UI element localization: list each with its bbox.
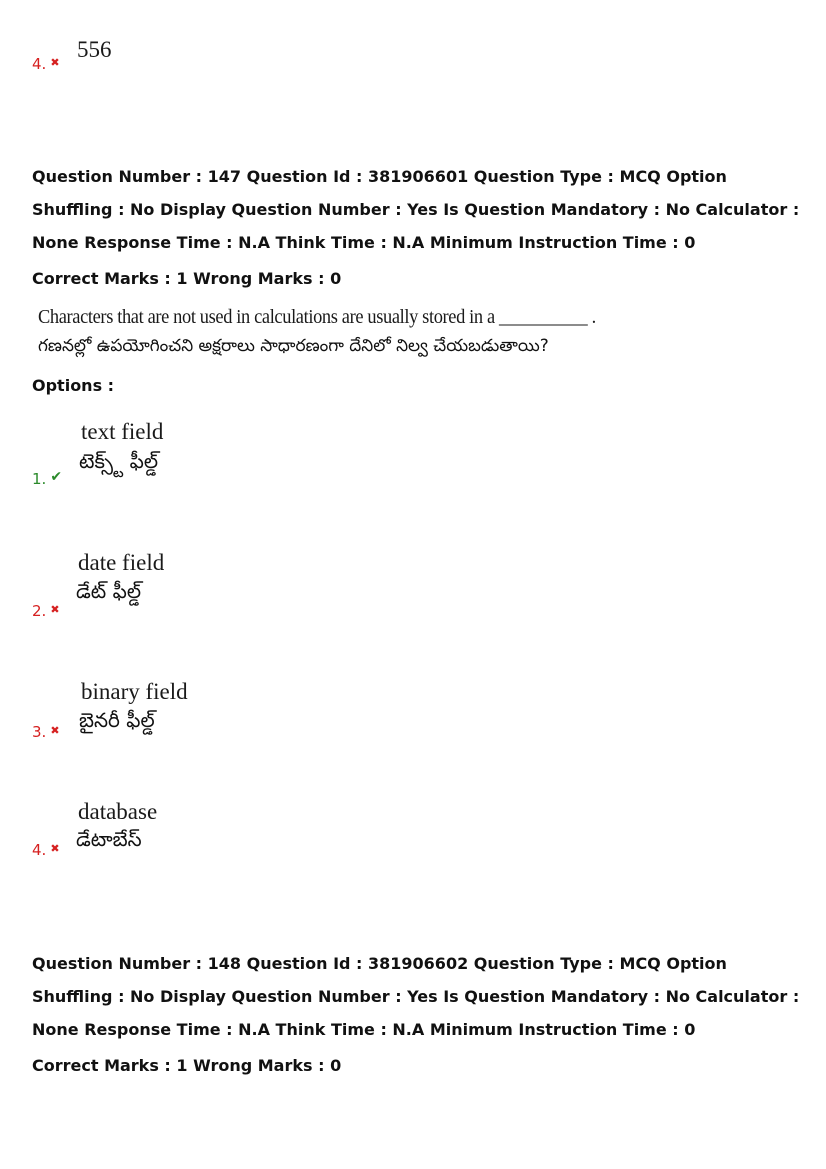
options-label: Options : xyxy=(32,376,115,395)
marks-info: Correct Marks : 1 Wrong Marks : 0 xyxy=(32,1056,342,1075)
option-text-te: డేట్ ఫీల్డ్ xyxy=(76,579,141,603)
question-text-te: గణనల్లో ఉపయోగించని అక్షరాలు సాధారణంగా దేనిలో నిల్వ చేయబడుతాయి? xyxy=(38,336,549,356)
option-text-en: binary field xyxy=(81,679,188,704)
option-number: 4. ✖ xyxy=(32,841,60,859)
option-text-te: బైనరీ ఫీల్డ్ xyxy=(79,708,155,732)
option-text-en: database xyxy=(78,799,158,824)
option-text-en: text field xyxy=(81,419,164,444)
option-text-te: డేటాబేస్ xyxy=(76,827,142,851)
question-meta: Question Number : 147 Question Id : 381906601 Question Type : MCQ Option Shuffling : No Display Question Number : Yes Is Question Mandatory : No Calculator : None Response Time : N.A Think Time : N.A Minimum Instruction Time : 0 xyxy=(32,167,800,252)
prev-option-text: 556 xyxy=(77,37,112,62)
cross-icon: ✖ xyxy=(50,724,60,737)
option-number: 3. ✖ xyxy=(32,723,60,741)
question-text-en: Characters that are not used in calculations are usually stored in a __________ . xyxy=(38,306,596,328)
option-text-en: date field xyxy=(78,550,165,575)
option-number: 1. ✔ xyxy=(32,469,63,488)
option-number: 2. ✖ xyxy=(32,602,60,620)
cross-icon: ✖ xyxy=(50,56,60,69)
cross-icon: ✖ xyxy=(50,603,60,616)
cross-icon: ✖ xyxy=(50,842,60,855)
marks-info: Correct Marks : 1 Wrong Marks : 0 xyxy=(32,269,342,288)
check-icon: ✔ xyxy=(50,469,63,485)
prev-option-number: 4. ✖ xyxy=(32,55,60,73)
question-meta: Question Number : 148 Question Id : 381906602 Question Type : MCQ Option Shuffling : No Display Question Number : Yes Is Question Mandatory : No Calculator : None Response Time : N.A Think Time : N.A Minimum Instruction Time : 0 xyxy=(32,954,800,1039)
option-text-te: టెక్స్ట్ ఫీల్డ్ xyxy=(79,449,159,473)
